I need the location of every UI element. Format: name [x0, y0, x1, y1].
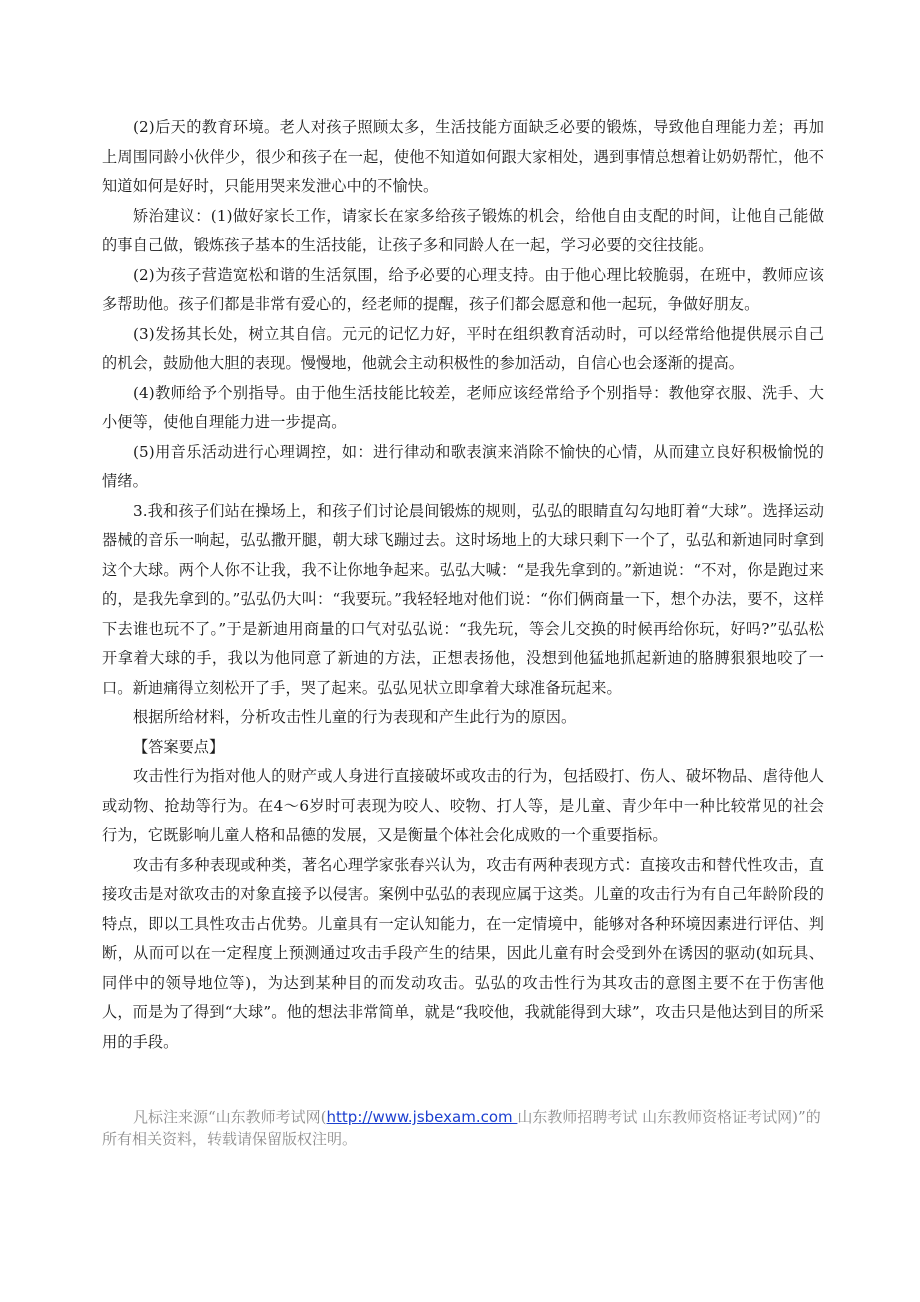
paragraph-correction-advice-1: 矫治建议：(1)做好家长工作，请家长在家多给孩子锻炼的机会，给他自由支配的时间，让他自己能做的事自己做，锻炼孩子基本的生活技能，让孩子多和同龄人在一起，学习必要的交往技能。	[102, 206, 824, 254]
paragraph-question: 根据所给材料，分析攻击性儿童的行为表现和产生此行为的原因。	[133, 708, 577, 726]
copyright-prefix: 凡标注来源“山东教师考试网(	[133, 1108, 327, 1126]
paragraph-answer-analysis: 攻击有多种表现或种类，著名心理学家张春兴认为，攻击有两种表现方式：直接攻击和替代性攻击，直接攻击是对欲攻击的对象直接予以侵害。案例中弘弘的表现应属于这类。儿童的攻击行为有自己年龄阶段的特点，即以工具性攻击占优势。儿童具有一定认知能力，在一定情境中，能够对各种环境因素进行评估、判断，从而可以在一定程度上预测通过攻击手段产生的结果，因此儿童有时会受到外在诱因的驱动(如玩具、同伴中的领导地位等)，为达到某种目的而发动攻击。弘弘的攻击性行为其攻击的意图主要不在于伤害他人，而是为了得到“大球”。他的想法非常简单，就是“我咬他，我就能得到大球”，攻击只是他达到目的所采用的手段。	[102, 855, 824, 1051]
paragraph-case-3: 3.我和孩子们站在操场上，和孩子们讨论晨间锻炼的规则，弘弘的眼睛直勾勾地盯着“大球”。选择运动器械的音乐一响起，弘弘撒开腿，朝大球飞蹦过去。这时场地上的大球只剩下一个了，弘弘和新迪同时拿到这个大球。两个人你不让我，我不让你地争起来。弘弘大喊：“是我先拿到的。”新迪说：“不对，你是跑过来的，是我先拿到的。”弘弘仍大叫：“我要玩。”我轻轻地对他们说：“你们俩商量一下，想个办法，要不，这样下去谁也玩不了。”于是新迪用商量的口气对弘弘说：“我先玩，等会儿交换的时候再给你玩，好吗?”弘弘松开拿着大球的手，我以为他同意了新迪的方法，正想表扬他，没想到他猛地抓起新迪的胳膊狠狠地咬了一口。新迪痛得立刻松开了手，哭了起来。弘弘见状立即拿着大球准备玩起来。	[102, 501, 824, 697]
paragraph-correction-advice-5: (5)用音乐活动进行心理调控，如：进行律动和歌表演来消除不愉快的心情，从而建立良好积极愉悦的情绪。	[102, 442, 824, 490]
paragraph-answer-definition: 攻击性行为指对他人的财产或人身进行直接破坏或攻击的行为，包括殴打、伤人、破坏物品、虐待他人或动物、抢劫等行为。在4～6岁时可表现为咬人、咬物、打人等，是儿童、青少年中一种比较常见的社会行为，它既影响儿童人格和品德的发展，又是衡量个体社会化成败的一个重要指标。	[102, 767, 824, 844]
document-body	[102, 113, 824, 1057]
paragraph-correction-advice-4: (4)教师给予个别指导。由于他生活技能比较差，老师应该经常给予个别指导：教他穿衣服、洗手、大小便等，使他自理能力进一步提高。	[102, 383, 824, 431]
copyright-suffix: 山东教师招聘考试 山东教师资格证考试网)”的所有相关资料，转载请保留版权注明。	[102, 1108, 821, 1148]
paragraph-correction-advice-3: (3)发扬其长处，树立其自信。元元的记忆力好，平时在组织教育活动时，可以经常给他提供展示自己的机会，鼓励他大胆的表现。慢慢地，他就会主动积极性的参加活动，自信心也会逐渐的提高。	[102, 324, 824, 372]
website-link[interactable]: http://www.jsbexam.com	[326, 1108, 518, 1126]
paragraph-upbringing-environment: (2)后天的教育环境。老人对孩子照顾太多，生活技能方面缺乏必要的锻炼，导致他自理能力差；再加上周围同龄小伙伴少，很少和孩子在一起，使他不知道如何跟大家相处，遇到事情总想着让奶奶帮忙，他不知道如何是好时，只能用哭来发泄心中的不愉快。	[102, 118, 824, 195]
answer-heading: 【答案要点】	[133, 737, 225, 756]
paragraph-correction-advice-2: (2)为孩子营造宽松和谐的生活氛围，给予必要的心理支持。由于他心理比较脆弱，在班中，教师应该多帮助他。孩子们都是非常有爱心的，经老师的提醒，孩子们都会愿意和他一起玩，争做好朋友。	[102, 265, 824, 313]
copyright-notice	[102, 1106, 824, 1150]
